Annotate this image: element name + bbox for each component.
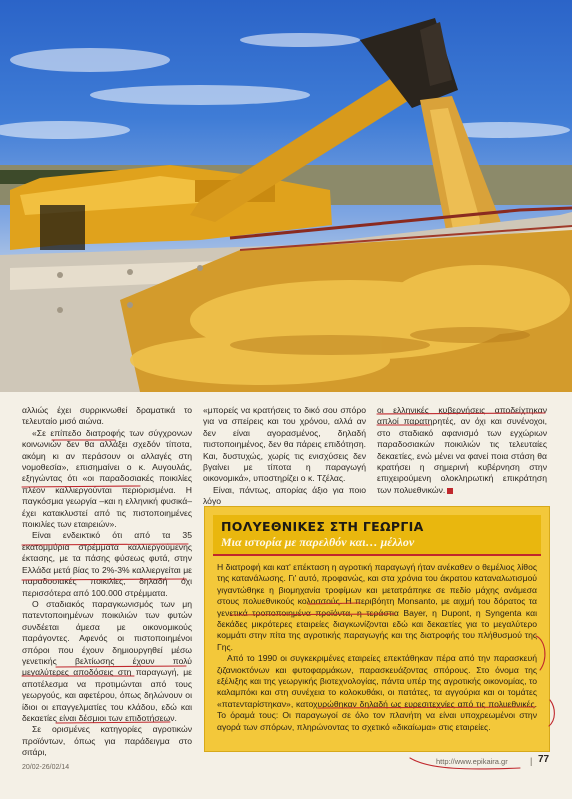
paragraph: Είναι ενδεικτικό ότι από τα 35 εκατομμύρια στρέμματα καλλιεργούμενης έκτασης, με τα πάσης φύσεως φυτά, στην Ελλάδα μετά βίας το 2%-3% καλλιεργείται με παραδοσιακές ποικιλίες, δηλαδή όχι περισσότερα από 100.000 στρέμματα. (22, 530, 192, 598)
footer-separator: | (530, 756, 533, 766)
paragraph: «μπορείς να κρατήσεις το δικό σου σπόρο για να σπείρεις και του χρόνου, αλλά αν δεν είναι αγορασμένος, δηλαδή πιστοποιημένος, δεν θα πάρεις επιδότηση. Και, δυστυχώς, χωρίς τις ενισχύσεις δεν βγαίνει με τίποτα η παραγωγή οικονομικά», υποστηρίζει ο κ. Τζέλας. (203, 405, 366, 484)
page-number: 77 (538, 754, 550, 765)
article-column-2 (203, 405, 366, 508)
paragraph: «Σε επίπεδο διατροφής των σύγχρονων κοινωνιών δεν θα αλλάξει σχεδόν τίποτα, ακόμη κι αν περάσουν οι αλλαγές στη νομοθεσία», επισημαίνει ο κ. Αυγουλάς, εξηγώντας ότι «οι παραδοσιακές ποικιλίες πλέον καλλιεργούνται περιορισμένα. Η παγκόσμια γεωργία –και η ελληνική φυσικά– έχει κατακλυστεί από τις πιστοποιημένες ποικιλίες των εταιρειών». (22, 427, 192, 530)
sidebar-header (213, 515, 541, 556)
paragraph: Ο σταδιακός παραγκωνισμός των μη πατεντοποιημένων ποικιλιών των φυτών συνδέεται άμεσα με οικονομικούς παράγοντες. Αφενός οι πιστοποιημένοι σπόροι που έχουν δημιουργηθεί μέσω γενετικής βελτίωσης έχουν πολύ μεγαλύτερες αποδόσεις στη παραγωγή, με αποτέλεσμα να προτιμώνται από τους γεωργούς, και αφετέρου, όπως δηλώνουν οι ίδιοι οι επαγγελματίες του κλάδου, εδώ και δεκαετίες είναι δέσμιοι των επιδοτήσεων. (22, 598, 192, 723)
article-column-3 (377, 405, 547, 496)
paragraph: αλλιώς έχει συρρικνωθεί δραματικά το τελευταίο μισό αιώνα. (22, 405, 192, 427)
sidebar-box (204, 506, 550, 752)
paragraph-text: οι ελληνικές κυβερνήσεις αποδείχτηκαν απλοί παρατηρητές, αν όχι και συνένοχοι, στο σταδιακό αφανισμό των εγχώριων παραδοσιακών ποικιλιών τις τελευταίες δεκαετίες, ενώ μένει να φανεί ποια στάση θα κρατήσει η σημερινή κυβέρνηση στην επιχειρούμενη ολοκληρωτική επικράτηση των πολυεθνικών. (377, 405, 547, 495)
paragraph: Είναι, πάντως, απορίας άξιο για ποιο λόγο (203, 484, 366, 507)
paragraph: Από το 1990 οι συγκεκριμένες εταιρείες επεκτάθηκαν πέρα από την παρασκευή ζιζανιοκτόνων και φυτοφαρμάκων, παρασκευάζοντας σπόρους. Στο όνομα της εξέλιξης και της γεωργικής βιοτεχνολογίας, πάντα υπέρ της αγροτικής οικονομίας, το καλαμπόκι και στη συνέχεια το κολοκυθάκι, οι πατάτες, τα αγγούρια και οι τομάτες «πατενταρίστηκαν», κατοχυρώθηκαν δηλαδή ως ευρεσιτεχνίες από τις πολυεθνικές. Το όραμά τους: Οι παραγωγοί σε όλο τον πλανήτη να είναι υποχρεωμένοι στην αγορά των σπόρων, πληρώνοντας το σχετικό «δικαίωμα» στις εταιρείες. (217, 653, 537, 732)
article-column-1 (22, 405, 192, 759)
harvest-photo (0, 0, 572, 392)
paragraph: Σε ορισμένες κατηγορίες αγροτικών προϊόντων, όπως για παράδειγμα στο σιτάρι, (22, 724, 192, 758)
article-end-mark (447, 488, 453, 494)
issue-date: 20/02-26/02/14 (22, 764, 70, 771)
paragraph (377, 405, 547, 496)
paragraph: Η διατροφή και κατ' επέκταση η αγροτική παραγωγή ήταν ανέκαθεν ο θεμέλιος λίθος της κατανάλωσης. Γι' αυτό, προφανώς, και στα χρόνια του άκρατου καταναλωτισμού γιγαντώθηκε η βιομηχανία τροφίμων και μετατράπηκε σε πεδίο μάχης ανάμεσα στους πολυεθνικούς κολοσσούς. Η περιβόητη Monsanto, με αιχμή του δόρατος τα γενετικά τροποποιημένα προϊόντα, η τεράστια Bayer, η Dupont, η Syngenta και δεκάδες μικρότερες εταιρείες διαγκωνίζονται εδώ και δεκαετίες για το μεγαλύτερο κομμάτι στην πίτα της αγροτικής παραγωγής και της διατροφής του πλήθυσμού της Γης. (217, 562, 537, 652)
sidebar-title: ΠΟΛΥΕΘΝΙΚΕΣ ΣΤΗ ΓΕΩΡΓΙΑ (221, 519, 424, 534)
website-url: http://www.epikaira.gr (436, 757, 508, 766)
sidebar-body (205, 556, 549, 733)
sidebar-subtitle: Μια ιστορία με παρελθόν και… μέλλον (221, 535, 415, 549)
